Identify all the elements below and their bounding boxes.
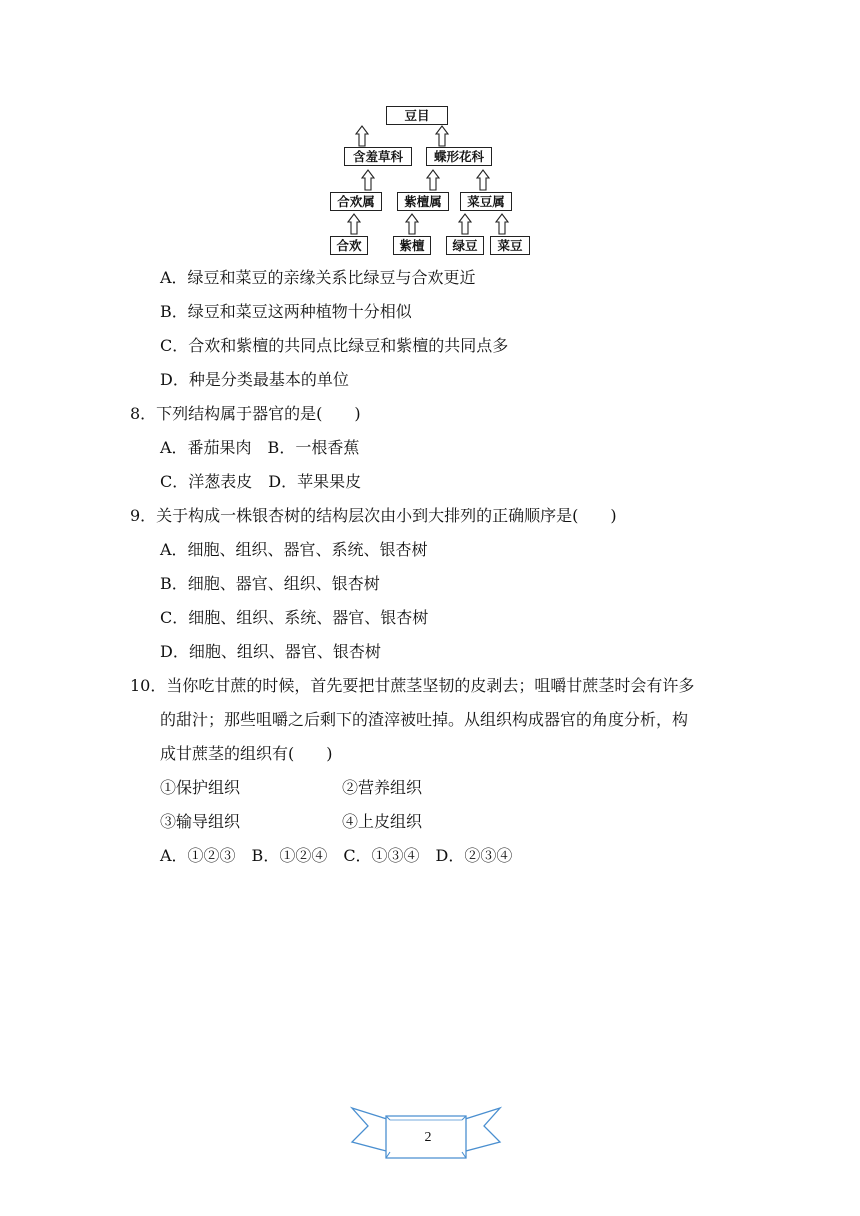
q9-option-b: B．细胞、器官、组织、银杏树 [160,574,380,593]
q10-choices: A．①②③ B．①②④ C．①③④ D．②③④ [160,846,513,865]
q9-stem: 9．关于构成一株银杏树的结构层次由小到大排列的正确顺序是( ) [130,506,617,525]
node-species-albizia: 合欢 [330,236,368,255]
q10-item-2: ②营养组织 [342,778,423,797]
q9-option-c: C．细胞、组织、系统、器官、银杏树 [160,608,429,627]
classification-diagram [328,104,532,260]
q10-item-4: ④上皮组织 [342,812,423,831]
node-family-mimosaceae: 含羞草科 [344,147,412,166]
q7-option-b: B．绿豆和菜豆这两种植物十分相似 [160,302,412,321]
arrow-up-icon [459,214,471,234]
q9-option-d: D．细胞、组织、器官、银杏树 [160,642,381,661]
node-genus-pterocarpus: 紫檀属 [397,192,449,211]
q7-option-c: C．合欢和紫檀的共同点比绿豆和紫檀的共同点多 [160,336,509,355]
node-genus-albizia: 合欢属 [330,192,382,211]
q7-option-a: A．绿豆和菜豆的亲缘关系比绿豆与合欢更近 [160,268,476,287]
arrow-up-icon [496,214,508,234]
arrow-up-icon [427,170,439,190]
q7-option-d: D．种是分类最基本的单位 [160,370,349,389]
q10-stem-line-1: 10．当你吃甘蔗的时候，首先要把甘蔗茎坚韧的皮剥去；咀嚼甘蔗茎时会有许多 [130,676,695,695]
page-number: 2 [424,1130,432,1145]
node-species-pterocarpus: 紫檀 [393,236,431,255]
q10-stem-line-3: 成甘蔗茎的组织有( ) [160,744,333,763]
q10-item-3: ③输导组织 [160,812,241,831]
q8-options-cd: C．洋葱表皮 D．苹果果皮 [160,472,362,491]
q9-option-a: A．细胞、组织、器官、系统、银杏树 [160,540,428,559]
arrow-up-icon [477,170,489,190]
node-species-mung-bean: 绿豆 [446,236,484,255]
q8-stem: 8．下列结构属于器官的是( ) [130,404,361,423]
node-order: 豆目 [386,106,448,125]
node-species-kidney-bean: 菜豆 [490,236,530,255]
arrow-up-icon [436,126,448,146]
q8-options-ab: A．番茄果肉 B．一根香蕉 [160,438,360,457]
q10-item-1: ①保护组织 [160,778,241,797]
arrow-up-icon [348,214,360,234]
arrow-up-icon [356,126,368,146]
node-family-papilionaceae: 蝶形花科 [426,147,492,166]
arrow-up-icon [406,214,418,234]
arrow-up-icon [362,170,374,190]
node-genus-phaseolus: 菜豆属 [460,192,512,211]
q10-stem-line-2: 的甜汁；那些咀嚼之后剩下的渣滓被吐掉。从组织构成器官的角度分析，构 [160,710,689,729]
